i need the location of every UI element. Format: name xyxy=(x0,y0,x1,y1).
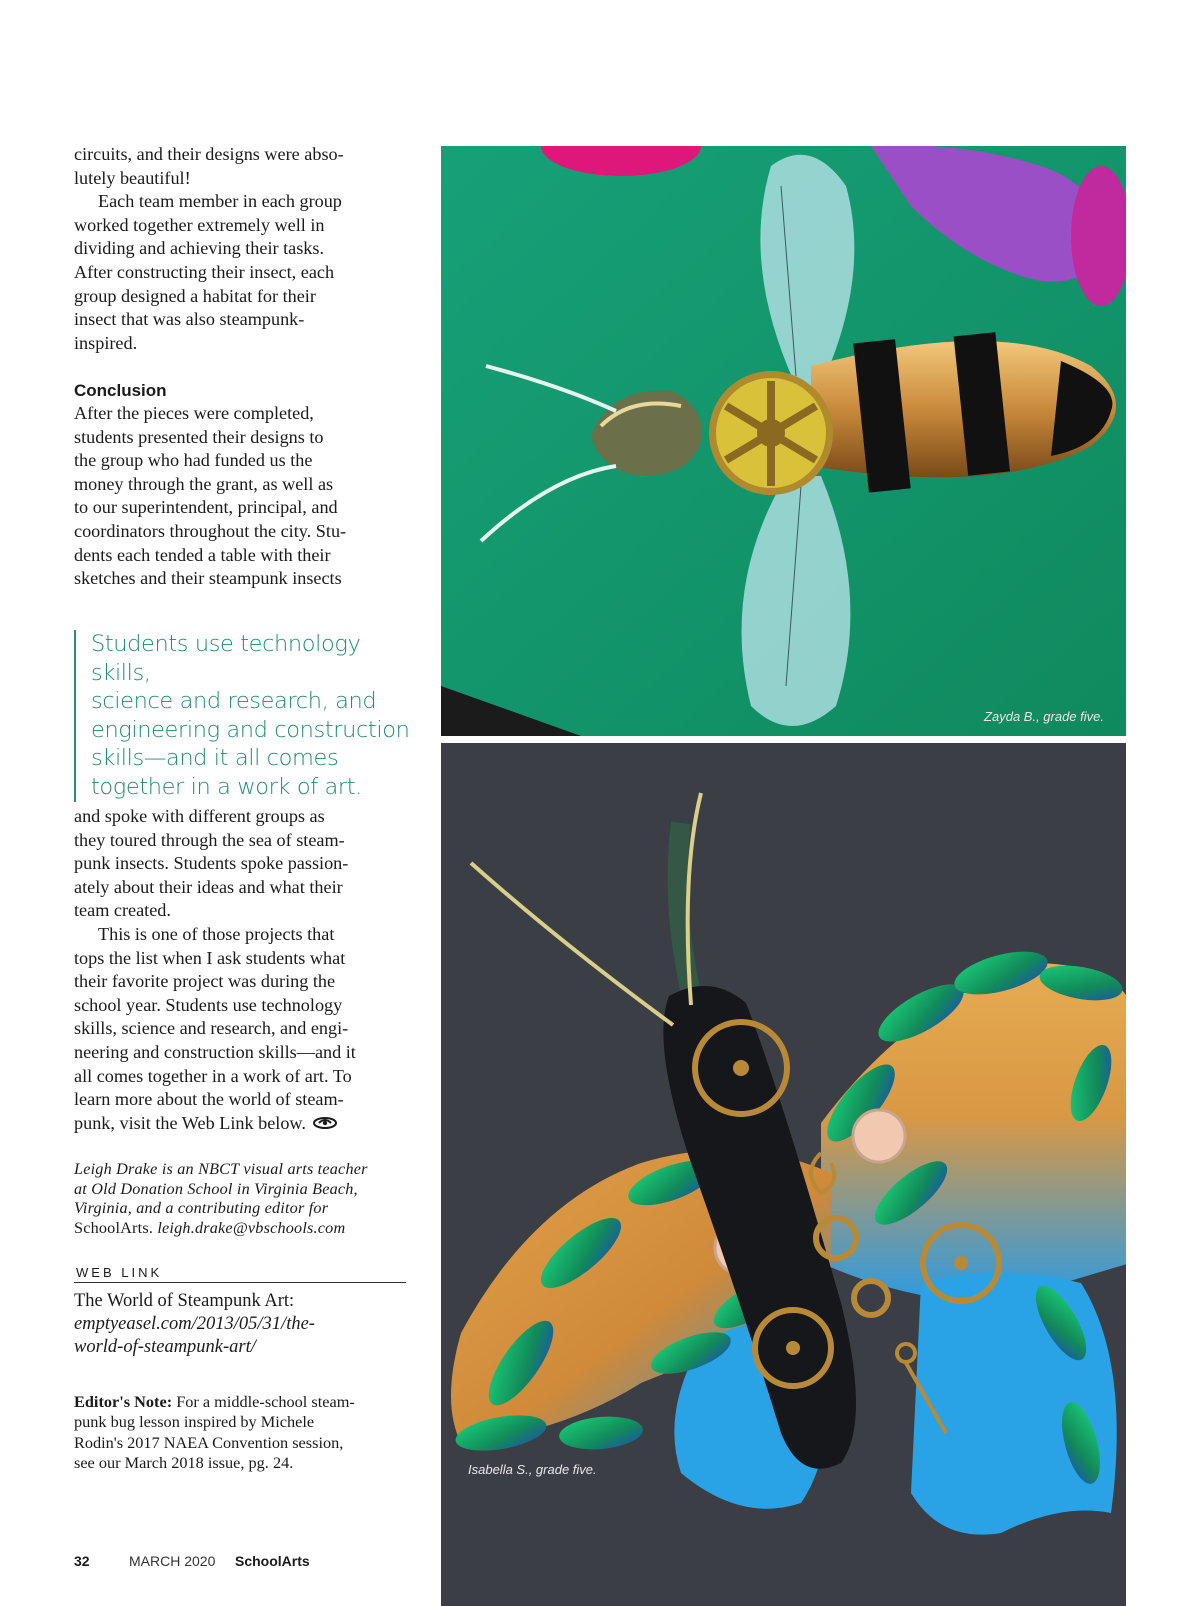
web-link-url[interactable]: emptyeasel.com/2013/05/31/the- xyxy=(74,1314,315,1335)
paragraph-line: all comes together in a work of art. To xyxy=(74,1065,352,1086)
photo-caption: Zayda B., grade five. xyxy=(984,709,1104,724)
bio-line xyxy=(74,1219,414,1239)
paragraph-line: their favorite project was during the xyxy=(74,971,336,992)
steampunk-butterfly-photo xyxy=(441,743,1126,1606)
pull-quote-line: together in a work of art. xyxy=(91,773,362,800)
steampunk-bee-photo xyxy=(441,146,1126,736)
paragraph-line: sketches and their steampunk insects xyxy=(74,568,342,589)
pull-quote xyxy=(74,630,421,802)
page-number: 32 xyxy=(74,1553,90,1569)
magazine-name: SchoolArts xyxy=(235,1553,310,1569)
editors-note xyxy=(74,1392,404,1474)
bio-line: Leigh Drake is an NBCT visual arts teacher xyxy=(74,1160,368,1178)
note-line: Editor's Note: For a middle-school steam- xyxy=(74,1392,355,1411)
paragraph-line: skills, science and research, and engi- xyxy=(74,1018,349,1039)
section-heading: Conclusion xyxy=(74,381,167,400)
photo-caption: Isabella S., grade five. xyxy=(468,1462,597,1477)
pull-quote-line: science and research, and xyxy=(91,688,377,715)
paragraph-line: the group who had funded us the xyxy=(74,450,313,471)
paragraph-line: inspired. xyxy=(74,332,138,353)
paragraph-line: ately about their ideas and what their xyxy=(74,876,343,897)
paragraph-line: After the pieces were completed, xyxy=(74,403,314,423)
editors-note-label: Editor's Note: xyxy=(74,1392,173,1411)
web-link-box xyxy=(74,1290,408,1360)
web-link-url[interactable]: world-of-steampunk-art/ xyxy=(74,1337,256,1358)
column-top xyxy=(74,143,408,355)
paragraph-line: dividing and achieving their tasks. xyxy=(74,238,325,259)
paragraph-line: punk, visit the Web Link below. xyxy=(74,1112,408,1137)
paragraph-line: learn more about the world of steam- xyxy=(74,1089,344,1110)
paragraph-line: Each team member in each group xyxy=(98,191,342,212)
issue-date: MARCH 2020 xyxy=(129,1553,216,1569)
paragraph-line: school year. Students use technology xyxy=(74,994,343,1015)
paragraph-line: worked together extremely well in xyxy=(74,214,325,235)
bio-line: at Old Donation School in Virginia Beach, xyxy=(74,1179,358,1198)
author-email[interactable]: leigh.drake@vbschools.com xyxy=(157,1218,346,1237)
paragraph-line: After constructing their insect, each xyxy=(74,261,335,282)
web-link-title: The World of Steampunk Art: xyxy=(74,1291,295,1311)
paragraph-line: lutely beautiful! xyxy=(74,167,191,188)
paragraph-line: dents each tended a table with their xyxy=(74,544,331,565)
paragraph-line: tops the list when I ask students what xyxy=(74,947,346,968)
paragraph-line: circuits, and their designs were abso- xyxy=(74,144,344,164)
paragraph-line: team created. xyxy=(74,900,171,921)
paragraph-line: This is one of those projects that xyxy=(98,923,335,944)
pull-quote-line: engineering and construction xyxy=(91,716,410,743)
column-bottom xyxy=(74,805,408,1136)
paragraph-line: students presented their designs to xyxy=(74,426,324,447)
note-line: punk bug lesson inspired by Michele xyxy=(74,1412,315,1432)
paragraph-line: and spoke with different groups as xyxy=(74,806,325,826)
paragraph-line: money through the grant, as well as xyxy=(74,473,334,494)
pull-quote-line: skills—and it all comes xyxy=(91,745,339,772)
paragraph-line: insect that was also steampunk- xyxy=(74,309,305,330)
note-line: Rodin's 2017 NAEA Convention session, xyxy=(74,1432,344,1452)
paragraph-line: neering and construction skills—and it xyxy=(74,1041,356,1062)
bio-line: Virginia, and a contributing editor for xyxy=(74,1199,329,1218)
paragraph-line: punk insects. Students spoke passion- xyxy=(74,853,349,874)
schoolarts-eye-icon xyxy=(312,1113,338,1137)
web-link-url-line xyxy=(74,1336,408,1359)
paragraph-line: they toured through the sea of steam- xyxy=(74,829,345,850)
web-link-heading: WEB LINK xyxy=(74,1265,406,1283)
paragraph-line: coordinators throughout the city. Stu- xyxy=(74,520,347,541)
bio-magazine: SchoolArts. xyxy=(74,1218,154,1237)
paragraph-line: to our superintendent, principal, and xyxy=(74,497,338,518)
author-bio xyxy=(74,1160,414,1238)
paragraph-line: group designed a habitat for their xyxy=(74,285,316,306)
note-line: see our March 2018 issue, pg. 24. xyxy=(74,1453,294,1473)
pull-quote-line: Students use technology skills, xyxy=(91,631,361,686)
conclusion-section xyxy=(74,380,408,591)
web-link-url-line xyxy=(74,1313,408,1336)
